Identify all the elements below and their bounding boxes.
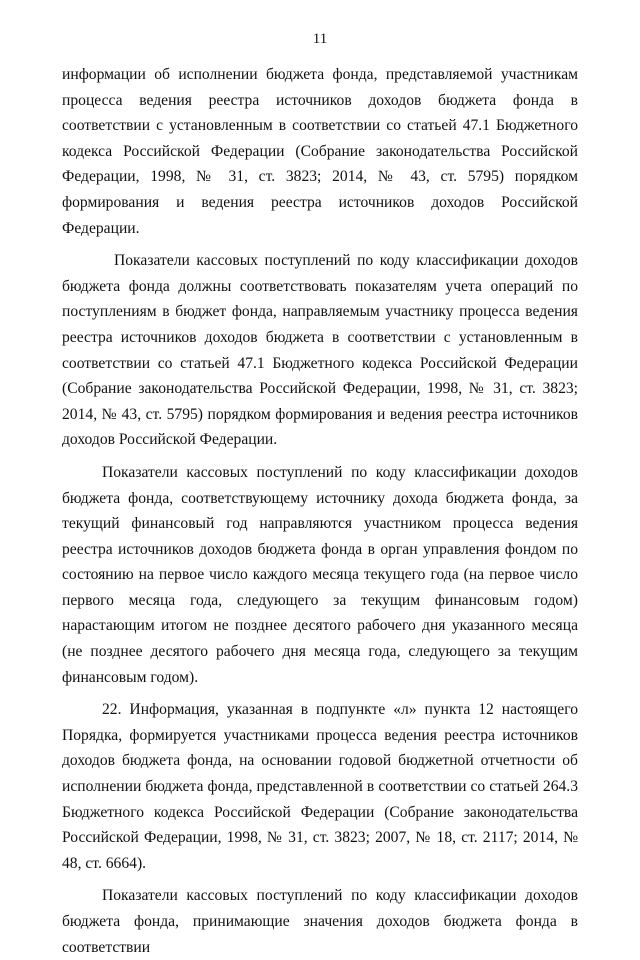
page-number: 11 (312, 31, 328, 47)
paragraph-item-22: 22. Информация, указанная в подпункте «л» пункта 12 настоящего Порядка, формируется участниками процесса ведения реестра источников доходов бюджета фонда, на основании годовой бюджетной отчетности об исполнении бюджета фонда, представленной в соответствии со статьей 264.3 Бюджетного кодекса Российской Федерации (Собрание законодательства Российской Федерации, 1998, № 31, ст. 3823; 2007, № 18, ст. 2117; 2014, № 48, ст. 6664). (62, 701, 578, 872)
paragraph-kassovye-postupleniya-1: Показатели кассовых поступлений по коду классификации доходов бюджета фонда должны соответствовать показателям учета операций по поступлениям в бюджет фонда, направляемым участнику процесса ведения реестра источников доходов бюджета в соответствии с установленным в соответствии со статьей 47.1 Бюджетного кодекса Российской Федерации (Собрание законодательства Российской Федерации, 1998, № 31, ст. 3823; 2014, № 43, ст. 5795) порядком формирования и ведения реестра источников доходов Российской Федерации. (62, 252, 578, 449)
document-body (62, 62, 578, 960)
paragraph-kassovye-postupleniya-2: Показатели кассовых поступлений по коду классификации доходов бюджета фонда, соответствующему источнику дохода бюджета фонда, за текущий финансовый год направляются участником процесса ведения реестра источников доходов бюджета фонда в орган управления фондом по состоянию на первое число каждого месяца текущего года (на первое число первого месяца года, следующего за текущим финансовым годом) нарастающим итогом не позднее десятого рабочего дня указанного месяца (не позднее десятого рабочего дня месяца года, следующего за текущим финансовым годом). (62, 463, 578, 686)
paragraph-kassovye-postupleniya-3: Показатели кассовых поступлений по коду классификации доходов бюджета фонда, принимающие значения доходов бюджета фонда в соответствии (62, 887, 578, 956)
paragraph-continuation: информации об исполнении бюджета фонда, представляемой участникам процесса ведения реестра источников доходов бюджета фонда в соответствии с установленным в соответствии со статьей 47.1 Бюджетного кодекса Российской Федерации (Собрание законодательства Российской Федерации, 1998, № 31, ст. 3823; 2014, № 43, ст. 5795) порядком формирования и ведения реестра источников доходов Российской Федерации. (62, 66, 578, 237)
